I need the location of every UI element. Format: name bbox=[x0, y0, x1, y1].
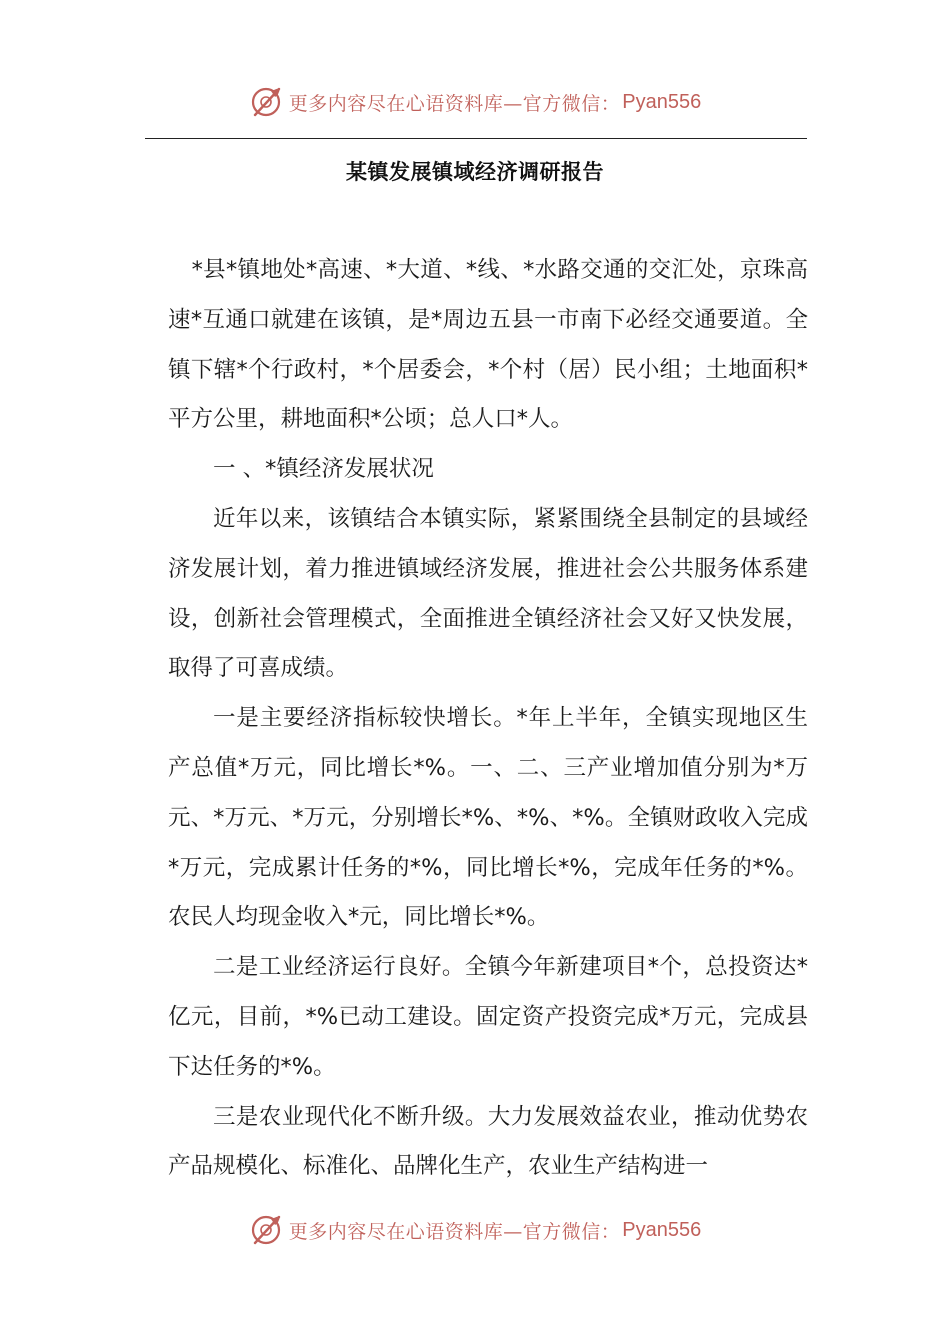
paragraph: 二是工业经济运行良好。全镇今年新建项目*个，总投资达*亿元，目前，*%已动工建设。固定资产投资完成*万元，完成县下达任务的*%。 bbox=[168, 954, 808, 1080]
section-heading: 一 、*镇经济发展状况 bbox=[213, 456, 434, 483]
paragraph-intro: *县*镇地处*高速、*大道、*线、*水路交通的交汇处，京珠高速*互通口就建在该镇，是*周边五县一市南下必经交通要道。全镇下辖*个行政村，*个居委会，*个村（居）民小组；土地面积*平方公里，耕地面积*公顷；总人口*人。 bbox=[168, 257, 808, 433]
watermark-text: 更多内容尽在心语资料库—官方微信： bbox=[288, 92, 621, 115]
paragraph: 三是农业现代化不断升级。大力发展效益农业，推动优势农产品规模化、标准化、品牌化生产，农业生产结构进一 bbox=[168, 1103, 808, 1180]
watermark-header bbox=[0, 82, 950, 122]
document-body bbox=[168, 246, 808, 1192]
watermark-footer bbox=[0, 1210, 950, 1250]
header-divider bbox=[145, 138, 807, 139]
quill-logo-icon bbox=[249, 85, 283, 119]
watermark-text: 更多内容尽在心语资料库—官方微信： bbox=[288, 1220, 621, 1243]
watermark-wechat-id: Pyan556 bbox=[622, 90, 702, 113]
quill-logo-icon bbox=[249, 1213, 283, 1247]
paragraph: 一是主要经济指标较快增长。*年上半年，全镇实现地区生产总值*万元，同比增长*%。一、二、三产业增加值分别为*万元、*万元、*万元，分别增长*%、*%、*%。全镇财政收入完成*万元，完成累计任务的*%，同比增长*%，完成年任务的*%。农民人均现金收入*元，同比增长*%。 bbox=[168, 705, 808, 931]
paragraph: 近年以来，该镇结合本镇实际，紧紧围绕全县制定的县域经济发展计划，着力推进镇域经济发展，推进社会公共服务体系建设，创新社会管理模式，全面推进全镇经济社会又好又快发展，取得了可喜成绩。 bbox=[168, 505, 808, 682]
document-title: 某镇发展镇域经济调研报告 bbox=[346, 160, 604, 184]
watermark-wechat-id: Pyan556 bbox=[622, 1218, 702, 1241]
